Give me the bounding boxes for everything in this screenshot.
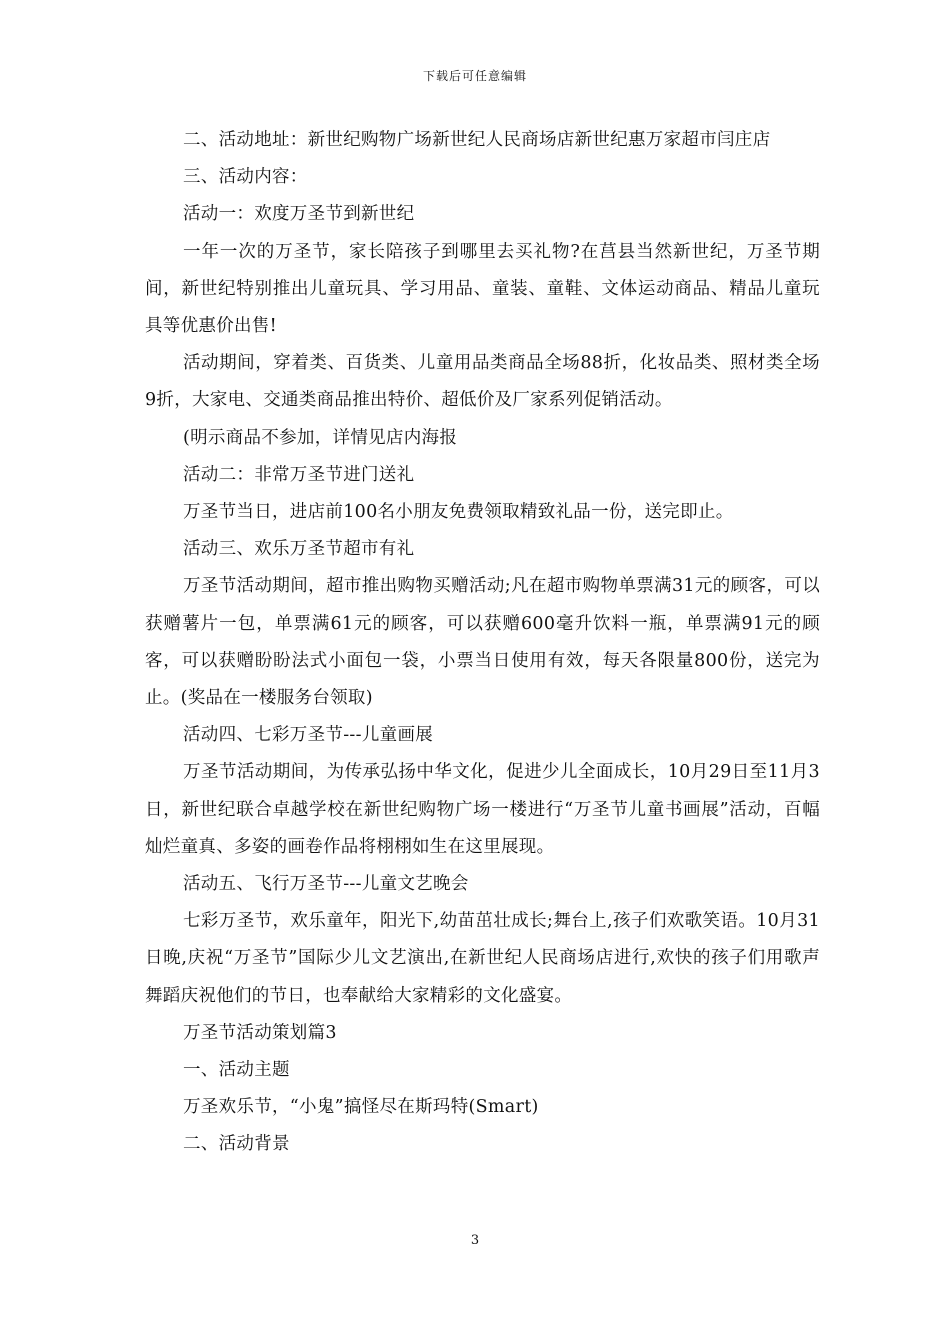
paragraph: 活动一：欢度万圣节到新世纪 [183, 204, 415, 225]
page-header-note: 下载后可任意编辑 [422, 69, 527, 83]
paragraph: (明示商品不参加，详情见店内海报 [183, 427, 458, 448]
paragraph: 活动五、飞行万圣节---儿童文艺晚会 [183, 874, 469, 895]
paragraph: 万圣节活动期间，超市推出购物买赠活动;凡在超市购物单票满31元的顾客，可以获赠薯片一包，单票满61元的顾客，可以获赠600毫升饮料一瓶，单票满91元的顾客，可以获赠盼盼法式小面包一袋，小票当日使用有效，每天各限量800份，送完为止。(奖品在一楼服务台领取) [145, 576, 820, 709]
paragraph: 万圣欢乐节，“小鬼”搞怪尽在斯玛特(Smart) [183, 1097, 539, 1118]
paragraph: 一年一次的万圣节，家长陪孩子到哪里去买礼物?在莒县当然新世纪，万圣节期间，新世纪特别推出儿童玩具、学习用品、童装、童鞋、文体运动商品、精品儿童玩具等优惠价出售! [145, 241, 820, 337]
paragraph: 万圣节活动策划篇3 [183, 1022, 337, 1043]
paragraph: 七彩万圣节，欢乐童年，阳光下,幼苗茁壮成长;舞台上,孩子们欢歌笑语。10月31日晚,庆祝“万圣节”国际少儿文艺演出,在新世纪人民商场店进行,欢快的孩子们用歌声舞蹈庆祝他们的节日，也奉献给大家精彩的文化盛宴。 [145, 911, 820, 1006]
page-number: 3 [470, 1233, 480, 1248]
paragraph: 活动二：非常万圣节进门送礼 [183, 464, 415, 485]
paragraph: 活动期间，穿着类、百货类、儿童用品类商品全场88折，化妆品类、照材类全场9折，大家电、交通类商品推出特价、超低价及厂家系列促销活动。 [145, 353, 820, 411]
paragraph: 万圣节活动期间，为传承弘扬中华文化，促进少儿全面成长，10月29日至11月3日，新世纪联合卓越学校在新世纪购物广场一楼进行“万圣节儿童书画展”活动，百幅灿烂童真、多姿的画卷作品将栩栩如生在这里展现。 [145, 762, 820, 857]
paragraph: 万圣节当日，进店前100名小朋友免费领取精致礼品一份，送完即止。 [183, 502, 734, 523]
paragraph: 一、活动主题 [183, 1060, 290, 1081]
document-body [145, 122, 820, 1164]
paragraph: 活动三、欢乐万圣节超市有礼 [183, 539, 415, 560]
paragraph: 二、活动地址：新世纪购物广场新世纪人民商场店新世纪惠万家超市闫庄店 [183, 130, 771, 150]
paragraph: 三、活动内容： [183, 167, 308, 188]
paragraph: 二、活动背景 [183, 1134, 290, 1155]
paragraph: 活动四、七彩万圣节---儿童画展 [183, 725, 434, 746]
